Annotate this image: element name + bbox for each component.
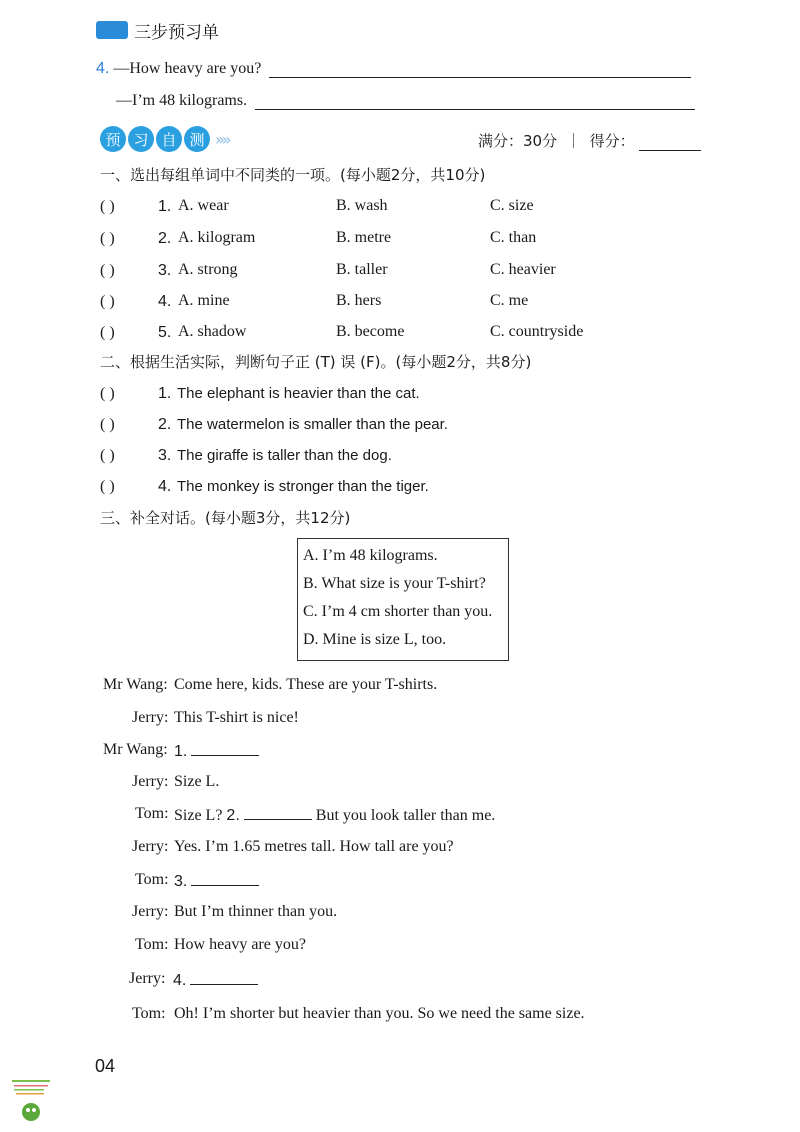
choice-c: C. countryside bbox=[490, 323, 584, 340]
blank-number: 2. bbox=[226, 807, 240, 824]
choice-c: C. heavier bbox=[490, 261, 556, 278]
dialogue-text: Yes. I’m 1.65 metres tall. How tall are you? bbox=[174, 838, 454, 855]
choice-b: B. become bbox=[336, 323, 405, 340]
answer-paren[interactable]: ( ) bbox=[100, 478, 115, 495]
statement-text: The elephant is heavier than the cat. bbox=[177, 385, 420, 402]
speaker-label: Jerry: bbox=[129, 970, 166, 987]
answer-paren[interactable]: ( ) bbox=[100, 324, 115, 341]
dialogue-text: But you look taller than me. bbox=[315, 807, 496, 824]
speaker-label: Tom: bbox=[135, 805, 169, 822]
badge-char: 预 bbox=[100, 126, 126, 152]
page-header-title: 三步预习单 bbox=[134, 23, 219, 43]
dialogue-text: This T-shirt is nice! bbox=[174, 709, 299, 726]
dialogue-line bbox=[174, 741, 259, 761]
choice-b: B. wash bbox=[336, 197, 388, 214]
dialogue-text: How heavy are you? bbox=[174, 936, 306, 953]
section-2-title bbox=[100, 351, 531, 372]
section-title-text: 二、根据生活实际，判断句子正 (T) 误 (F)。(每小题2分，共8分) bbox=[100, 353, 532, 371]
item-number: 3. bbox=[158, 262, 172, 279]
answer-blank[interactable] bbox=[244, 805, 312, 820]
answer-paren[interactable]: ( ) bbox=[100, 262, 115, 279]
question-text: —I’m 48 kilograms. bbox=[116, 92, 248, 109]
choice-a: A. mine bbox=[178, 292, 230, 309]
section-title-text: 三、补全对话。(每小题3分，共12分) bbox=[100, 509, 351, 527]
speaker-label: Tom: bbox=[132, 1005, 166, 1022]
item-number: 2. bbox=[158, 230, 172, 247]
score-box bbox=[478, 130, 701, 151]
answer-paren[interactable]: ( ) bbox=[100, 230, 115, 247]
dialogue-text: Oh! I’m shorter but heavier than you. So we need the same size. bbox=[174, 1005, 585, 1022]
choice-b: B. metre bbox=[336, 229, 392, 246]
page-number: 04 bbox=[95, 1056, 116, 1076]
question-4-line2 bbox=[116, 92, 695, 110]
section-title-text: 一、选出每组单词中不同类的一项。(每小题2分，共10分) bbox=[100, 166, 486, 184]
dialogue-text: Size L. bbox=[174, 773, 220, 790]
blank-number: 1. bbox=[174, 743, 188, 760]
options-box bbox=[297, 538, 509, 661]
dialogue-line bbox=[174, 838, 454, 856]
answer-paren[interactable]: ( ) bbox=[100, 416, 115, 433]
blank-number: 3. bbox=[174, 873, 188, 890]
choice-c: C. than bbox=[490, 229, 537, 246]
speaker-label: Jerry: bbox=[132, 709, 169, 726]
answer-paren[interactable]: ( ) bbox=[100, 198, 115, 215]
dialogue-line bbox=[174, 936, 306, 954]
score-separator: ｜ bbox=[565, 132, 581, 150]
dialogue-line bbox=[174, 903, 337, 921]
speaker-label: Jerry: bbox=[132, 773, 169, 790]
dialogue-text: Come here, kids. These are your T-shirts. bbox=[174, 676, 438, 693]
choice-a: A. wear bbox=[178, 197, 229, 214]
chevron-right-icon: »» bbox=[215, 129, 229, 149]
dialogue-line bbox=[174, 773, 219, 791]
full-score-label: 满分：30分 bbox=[478, 132, 558, 150]
choice-a: A. strong bbox=[178, 261, 238, 278]
answer-line[interactable] bbox=[269, 77, 691, 78]
watermark-logo bbox=[8, 1078, 54, 1126]
item-number: 4. bbox=[158, 478, 172, 495]
score-input-line[interactable] bbox=[639, 150, 701, 151]
item-number: 4. bbox=[158, 293, 172, 310]
answer-paren[interactable]: ( ) bbox=[100, 447, 115, 464]
section-3-title bbox=[100, 507, 350, 528]
option-c: C. I’m 4 cm shorter than you. bbox=[303, 603, 493, 620]
statement-text: The giraffe is taller than the dog. bbox=[177, 447, 392, 464]
question-number: 4. bbox=[96, 60, 110, 77]
choice-b: B. hers bbox=[336, 292, 382, 309]
dialogue-line bbox=[174, 676, 437, 694]
speaker-label: Tom: bbox=[135, 871, 169, 888]
item-number: 2. bbox=[158, 416, 172, 433]
item-number: 1. bbox=[158, 198, 172, 215]
badge-char: 习 bbox=[128, 126, 154, 152]
answer-blank[interactable] bbox=[190, 970, 258, 985]
speaker-label: Tom: bbox=[135, 936, 169, 953]
choice-a: A. shadow bbox=[178, 323, 247, 340]
answer-paren[interactable]: ( ) bbox=[100, 293, 115, 310]
choice-c: C. me bbox=[490, 292, 529, 309]
item-number: 1. bbox=[158, 385, 172, 402]
badge-char: 测 bbox=[184, 126, 210, 152]
section-badge-preview-test bbox=[100, 126, 229, 152]
section-1-title bbox=[100, 164, 485, 185]
option-b: B. What size is your T-shirt? bbox=[303, 575, 486, 592]
got-score-label: 得分： bbox=[589, 132, 635, 150]
answer-blank[interactable] bbox=[191, 741, 259, 756]
choice-a: A. kilogram bbox=[178, 229, 256, 246]
badge-char: 自 bbox=[156, 126, 182, 152]
answer-paren[interactable]: ( ) bbox=[100, 385, 115, 402]
option-d: D. Mine is size L, too. bbox=[303, 631, 447, 648]
answer-blank[interactable] bbox=[191, 871, 259, 886]
speaker-label: Mr Wang: bbox=[103, 676, 168, 693]
brand-logo bbox=[96, 21, 128, 39]
dialogue-line bbox=[173, 970, 258, 990]
item-number: 3. bbox=[158, 447, 172, 464]
statement-text: The watermelon is smaller than the pear. bbox=[177, 416, 448, 433]
dialogue-text: But I’m thinner than you. bbox=[174, 903, 338, 920]
dialogue-line bbox=[174, 871, 259, 891]
dialogue-line bbox=[174, 1005, 585, 1023]
question-4-line1 bbox=[96, 60, 691, 78]
speaker-label: Jerry: bbox=[132, 838, 169, 855]
dialogue-line bbox=[174, 709, 299, 727]
speaker-label: Mr Wang: bbox=[103, 741, 168, 758]
speaker-label: Jerry: bbox=[132, 903, 169, 920]
option-a: A. I’m 48 kilograms. bbox=[303, 547, 438, 564]
item-number: 5. bbox=[158, 324, 172, 341]
answer-line[interactable] bbox=[255, 109, 695, 110]
choice-b: B. taller bbox=[336, 261, 388, 278]
choice-c: C. size bbox=[490, 197, 534, 214]
dialogue-text: Size L? bbox=[174, 807, 223, 824]
question-text: —How heavy are you? bbox=[113, 60, 262, 77]
dialogue-line bbox=[174, 805, 495, 825]
statement-text: The monkey is stronger than the tiger. bbox=[177, 478, 429, 495]
blank-number: 4. bbox=[173, 972, 187, 989]
